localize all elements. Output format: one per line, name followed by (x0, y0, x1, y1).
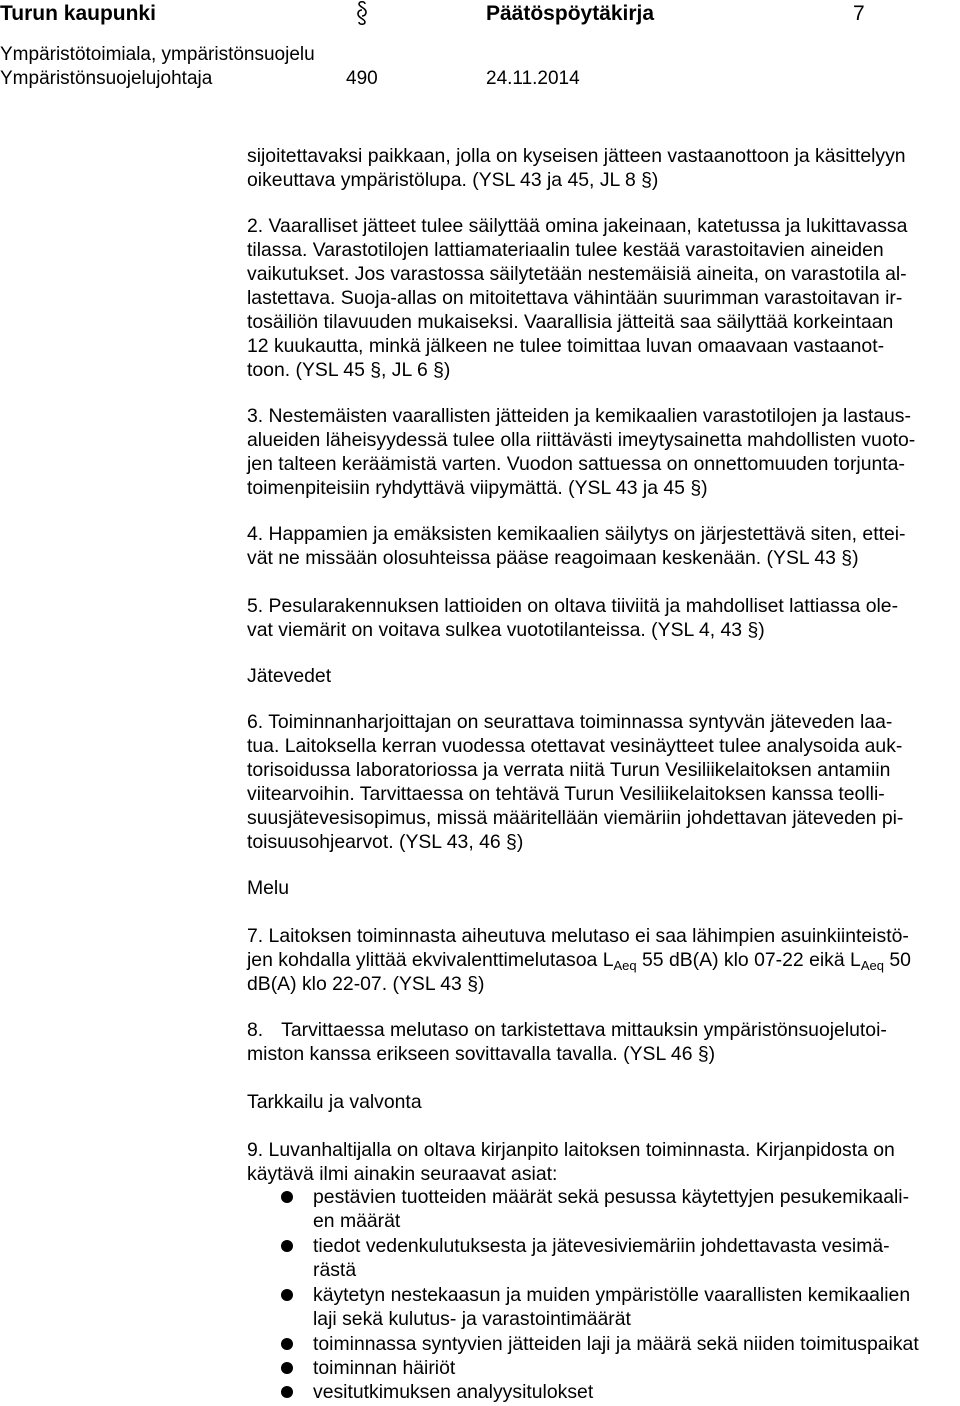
subscript-aeq: Aeq (860, 958, 884, 973)
text-line: miston kanssa erikseen sovittavalla tavalla. (YSL 46 §) (247, 1043, 716, 1065)
item-5-paragraph (247, 594, 953, 642)
text-line (247, 948, 953, 972)
text-line: tua. Laitoksella kerran vuodessa otettavat vesinäytteet tulee analysoida auk- (247, 735, 903, 757)
intro-paragraph (247, 144, 953, 192)
text-line: suusjätevesisopimus, missä määritellään viemäriin johdettavan jäteveden pi- (247, 807, 904, 829)
item-6-paragraph (247, 710, 953, 854)
section-mark-icon-glyph (355, 0, 369, 26)
text-line: jen talteen keräämistä varten. Vuodon sattuessa on onnettomuuden torjunta- (247, 453, 905, 475)
text-line: viitearvoihin. Tarvittaessa on tehtävä Turun Vesiliikelaitoksen kanssa teolli- (247, 783, 885, 805)
text-line: tosäiliön tilavuuden mukaiseksi. Vaarallisia jätteitä saa säilyttää korkeintaan (247, 311, 894, 333)
text-line: tilassa. Varastotilojen lattiamateriaalin tulee kestää varastoitavien aineiden (247, 239, 884, 261)
text-line: käytetyn nestekaasun ja muiden ympäristölle vaarallisten kemikaalien (313, 1284, 911, 1306)
item-2-paragraph (247, 214, 953, 382)
bullet-icon (281, 1289, 293, 1301)
text-line: laji sekä kulutus- ja varastointimäärät (313, 1308, 631, 1330)
list-item (313, 1185, 958, 1233)
bullet-icon (281, 1386, 293, 1398)
text-line: 4. Happamien ja emäksisten kemikaalien säilytys on järjestettävä siten, ettei- (247, 523, 906, 545)
text-line: vesitutkimuksen analyysitulokset (313, 1381, 594, 1403)
list-item (313, 1356, 958, 1380)
text-line: dB(A) klo 22-07. (YSL 43 §) (247, 973, 485, 995)
heading-jatevedet: Jätevedet (247, 665, 332, 687)
text-line: rästä (313, 1259, 357, 1281)
text-line: en määrät (313, 1210, 401, 1232)
text-fragment: jen kohdalla ylittää ekvivalenttimelutasoa L (247, 949, 614, 971)
text-line: pestävien tuotteiden määrät sekä pesussa käytettyjen pesukemikaali- (313, 1186, 910, 1208)
text-line: vät ne missään olosuhteissa pääse reagoimaan keskenään. (YSL 43 §) (247, 547, 859, 569)
text-line: 5. Pesularakennuksen lattioiden on oltava tiiviitä ja mahdolliset lattiassa ole- (247, 595, 899, 617)
list-item (313, 1283, 958, 1331)
text-line: lastettava. Suoja-allas on mitoitettava vähintään suurimman varastoitavan ir- (247, 287, 903, 309)
list-item (313, 1380, 958, 1404)
item-9-paragraph (247, 1138, 953, 1186)
item-number: 8. (247, 1019, 264, 1041)
document-date: 24.11.2014 (486, 68, 580, 89)
bullet-icon (281, 1338, 293, 1350)
text-line: alueiden läheisyydessä tulee olla riittävästi imeytysainetta mahdollisten vuoto- (247, 429, 916, 451)
doc-type: Päätöspöytäkirja (486, 2, 655, 25)
item-4-paragraph (247, 522, 953, 570)
bullet-icon (281, 1362, 293, 1374)
text-line: tiedot vedenkulutuksesta ja jätevesiviemäriin johdettavasta vesimä- (313, 1235, 890, 1257)
text-line: toisuusohjearvot. (YSL 43, 46 §) (247, 831, 524, 853)
text-line (247, 1018, 953, 1042)
list-item (313, 1234, 958, 1282)
official-title: Ympäristönsuojelujohtaja (0, 68, 213, 89)
text-line: 6. Toiminnanharjoittajan on seurattava toiminnassa syntyvän jäteveden laa- (247, 711, 893, 733)
heading-melu: Melu (247, 877, 290, 899)
text-line: torisoidussa laboratoriossa ja verrata niitä Turun Vesiliikelaitoksen antamiin (247, 759, 891, 781)
text-line: toon. (YSL 45 §, JL 6 §) (247, 359, 451, 381)
text-fragment: 50 (883, 949, 911, 971)
text-fragment: 55 dB(A) klo 07-22 eikä L (636, 949, 861, 971)
text-line: 12 kuukautta, minkä jälkeen ne tulee toimittaa luvan omaavaan vastaanot- (247, 335, 885, 357)
text-line: vaikutukset. Jos varastossa säilytetään nestemäisiä aineita, on varastotila al- (247, 263, 907, 285)
text-line: toiminnan häiriöt (313, 1357, 456, 1379)
list-item (313, 1332, 958, 1356)
text-line: 7. Laitoksen toiminnasta aiheutuva melutaso ei saa lähimpien asuinkiinteistö- (247, 925, 909, 947)
org-name: Turun kaupunki (0, 2, 156, 25)
text-line: vat viemärit on voitava sulkea vuototilanteissa. (YSL 4, 43 §) (247, 619, 765, 641)
item-3-paragraph (247, 404, 953, 500)
text-line: käytävä ilmi ainakin seuraavat asiat: (247, 1163, 558, 1185)
page-number: 7 (853, 2, 865, 25)
bullet-icon (281, 1191, 293, 1203)
text-fragment: Tarvittaessa melutaso on tarkistettava mittauksin ympäristönsuojelutoi- (281, 1019, 887, 1041)
text-line: 9. Luvanhaltijalla on oltava kirjanpito laitoksen toiminnasta. Kirjanpidosta on (247, 1139, 895, 1161)
text-line: toimenpiteisiin ryhdyttävä viipymättä. (YSL 43 ja 45 §) (247, 477, 708, 499)
department: Ympäristötoimiala, ympäristönsuojelu (0, 44, 315, 65)
section-number: 490 (346, 68, 378, 89)
bullet-icon (281, 1240, 293, 1252)
text-line: toiminnassa syntyvien jätteiden laji ja määrä sekä niiden toimituspaikat (313, 1333, 919, 1355)
text-line: 3. Nestemäisten vaarallisten jätteiden ja kemikaalien varastotilojen ja lastaus- (247, 405, 911, 427)
text-line: oikeuttava ympäristölupa. (YSL 43 ja 45, JL 8 §) (247, 169, 659, 191)
heading-tarkkailu: Tarkkailu ja valvonta (247, 1091, 422, 1113)
subscript-aeq: Aeq (613, 958, 637, 973)
text-line: sijoitettavaksi paikkaan, jolla on kyseisen jätteen vastaanottoon ja käsittelyyn (247, 145, 906, 167)
section-mark-icon (355, 0, 369, 32)
item-8-paragraph (247, 1018, 953, 1066)
item-7-paragraph (247, 924, 953, 996)
text-line: 2. Vaaralliset jätteet tulee säilyttää omina jakeinaan, katetussa ja lukittavassa (247, 215, 908, 237)
